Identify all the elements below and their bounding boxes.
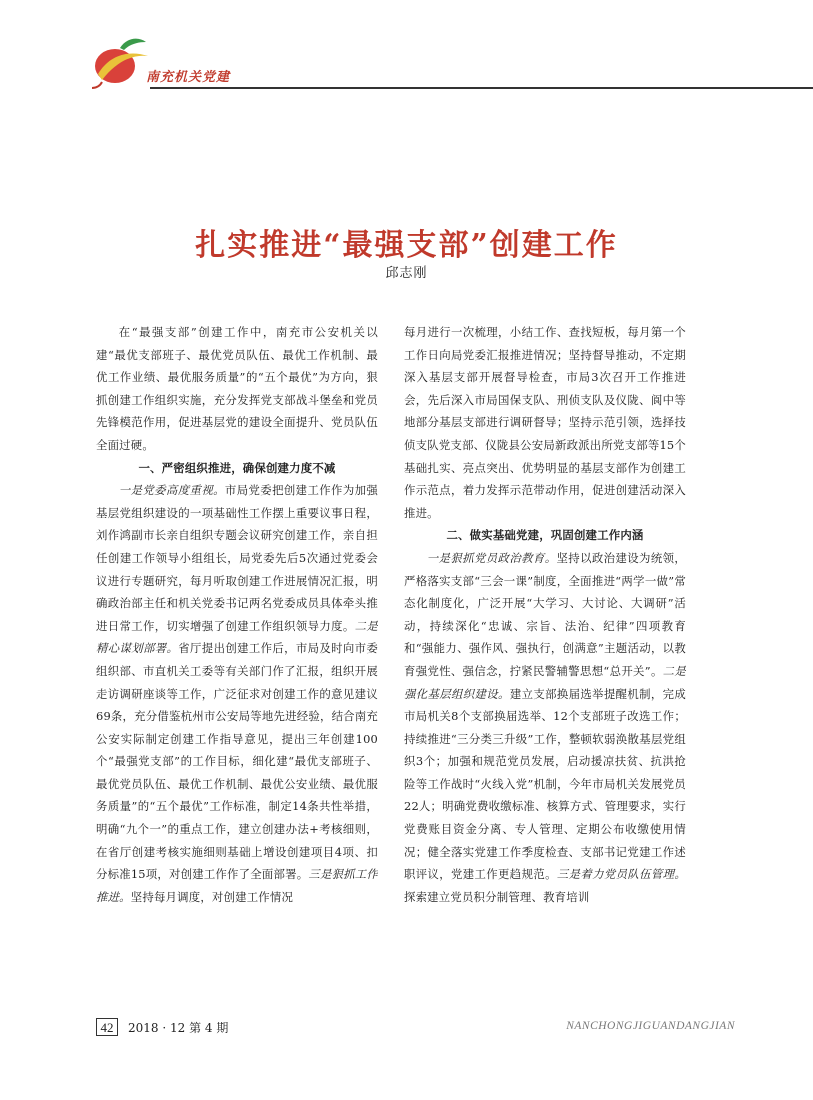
- body-text-4: 坚持以政治建设为统领，严格落实支部“三会一课”制度，全面推进“两学一做”常态化制度化，广泛开展“大学习、大讨论、大调研”活动，持续深化“忠诚、宗旨、法治、纪律”四项教育和“强能力、强作风、强执行，创满意”主题活动，以教育强党性、强信念，拧紧民警辅警思想“总开关”。: [404, 550, 686, 678]
- section-heading-1: 一、严密组织推进，确保创建力度不减: [138, 460, 336, 475]
- body-text-1: 市局党委把创建工作作为加强基层党组织建设的一项基础性工作摆上重要议事日程，刘作鸿副市长亲自组织专题会议研究创建工作，亲自担任创建工作领导小组组长，局党委先后5次通过党委会议进行专题研究，每月听取创建工作进展情况汇报，明确政治部主任和机关党委书记两名党委成员具体牵头推进日常工作，切实增强了创建工作组织领导力度。: [96, 483, 378, 633]
- page-footer: [0, 1015, 813, 1045]
- intro-paragraph: 在“最强支部”创建工作中，南充市公安机关以建“最优支部班子、最优党员队伍、最优工作机制、最优工作业绩、最优服务质量”的“五个最优”为方向，狠抓创建工作组织实施，充分发挥党支部战斗堡垒和党员先锋模范作用，促进基层党的建设全面提升、党员队伍全面过硬。: [96, 325, 378, 452]
- section-1-paragraph: [96, 479, 378, 908]
- emphasis-4: 一是狠抓党员政治教育。: [426, 550, 557, 565]
- body-text-5: 建立支部换届选举提醒机制，完成市局机关8个支部换届选举、12个支部班子改选工作；持续推进“三分类三升级”工作，整顿软弱涣散基层党组织3个；加强和规范党员发展，启动援凉扶贫、抗洪抢险等工作战时“火线入党”机制，今年市局机关发展党员22人；明确党费收缴标准、核算方式、管理要求，实行党费账目资金分离、专人管理、定期公布收缴使用情况；健全落实党建工作季度检查、支部书记党建工作述职评议，党建工作更趋规范。: [404, 686, 686, 882]
- page-number: 42: [96, 1018, 118, 1036]
- emphasis-2: 二是精心谋划部署。: [96, 618, 378, 656]
- body-text-6: 探索建立党员积分制管理、教育培训: [404, 889, 590, 904]
- journal-latin-name: NANCHONGJIGUANDANGJIAN: [566, 1020, 735, 1032]
- body-text-2: 省厅提出创建工作后，市局及时向市委组织部、市直机关工委等有关部门作了汇报，组织开展走访调研座谈等工作，广泛征求对创建工作的意见建议69条，充分借鉴杭州市公安局等地先进经验，结合南充公安实际制定创建工作指导意见，提出三年创建100个“最强党支部”的工作目标，细化建“最优支部班子、最优党员队伍、最优工作机制、最优公安业绩、最优服务质量”的“五个最优”工作标准，制定14条共性举措，明确“九个一”的重点工作，建立创建办法+考核细则，在省厅创建考核实施细则基础上增设创建项目4项、扣分标准15项，对创建工作作了全面部署。: [96, 641, 378, 882]
- journal-name: 南充机关党建: [146, 70, 231, 85]
- continued-paragraph: 每月进行一次梳理，小结工作、查找短板，每月第一个工作日向局党委汇报推进情况；坚持督导推动，不定期深入基层支部开展督导检查，市局3次召开工作推进会，先后深入市局国保支队、刑侦支队及仪陇、阆中等地部分基层支部进行调研督导；坚持示范引领，选择技侦支队党支部、仪陇县公安局新政派出所党支部等15个基础扎实、亮点突出、优势明显的基层支部作为创建工作示范点，着力发挥示范带动作用，促进创建活动深入推进。: [404, 325, 686, 520]
- page-header: [0, 0, 813, 100]
- left-column: [96, 321, 378, 1011]
- emphasis-5: 二是强化基层组织建设。: [404, 663, 686, 701]
- section-2-paragraph: [404, 547, 686, 909]
- emphasis-1: 一是党委高度重视。: [118, 483, 225, 498]
- article-author: 邱志刚: [385, 266, 428, 281]
- emphasis-3: 三是狠抓工作推进。: [96, 867, 378, 904]
- body-text-3: 坚持每月调度，对创建工作情况: [130, 889, 294, 904]
- emphasis-6: 三是着力党员队伍管理。: [556, 867, 686, 882]
- section-heading-2: 二、做实基础党建，巩固创建工作内涵: [446, 528, 644, 543]
- article-title: 扎实推进“最强支部”创建工作: [195, 228, 618, 264]
- issue-label: 2018 · 12 第 4 期: [128, 1021, 229, 1035]
- header-rule: [150, 87, 813, 89]
- right-column: [404, 321, 686, 1011]
- journal-logo-icon: [88, 30, 152, 90]
